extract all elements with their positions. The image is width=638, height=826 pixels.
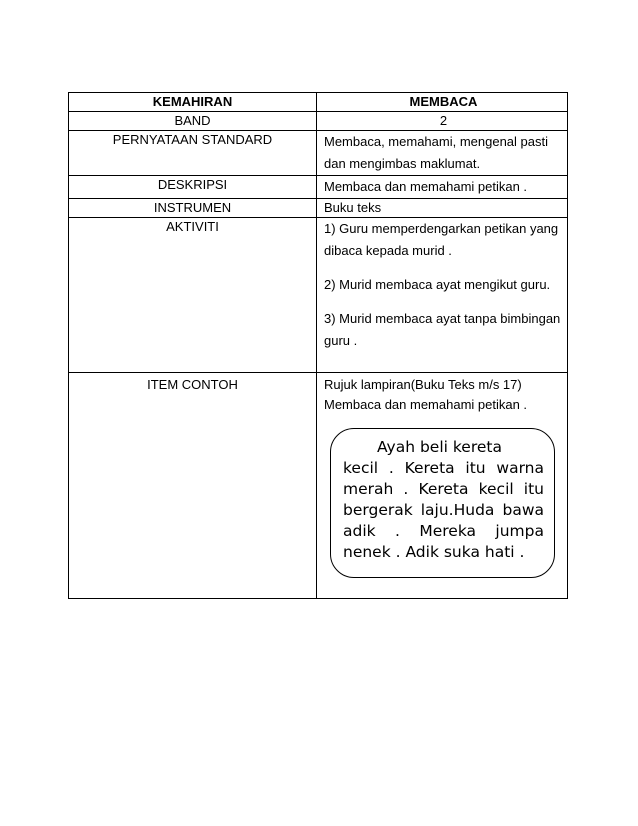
header-row: [69, 93, 568, 112]
row-band: [69, 112, 568, 131]
value-band: 2: [317, 112, 568, 131]
label-instrumen: INSTRUMEN: [69, 199, 317, 218]
row-item-contoh: [69, 373, 568, 599]
aktiviti-step-2: 2) Murid membaca ayat mengikut guru.: [324, 277, 551, 292]
label-aktiviti: AKTIVITI: [69, 218, 317, 373]
passage-text: kecil . Kereta itu warna merah . Kereta kecil itu bergerak laju.Huda bawa adik . Mereka jumpa nenek . Adik suka hati .: [343, 459, 544, 561]
item-contoh-instruction: Membaca dan memahami petikan .: [324, 397, 528, 412]
aktiviti-steps: [317, 218, 568, 373]
row-instrumen: [69, 199, 568, 218]
label-deskripsi: DESKRIPSI: [69, 176, 317, 199]
item-contoh-reference: Rujuk lampiran(Buku Teks m/s 17): [324, 377, 522, 392]
header-kemahiran: KEMAHIRAN: [69, 93, 317, 112]
row-pernyataan-standard: [69, 131, 568, 176]
value-pernyataan-standard: Membaca, memahami, mengenal pasti dan mengimbas maklumat.: [317, 131, 568, 176]
label-band: BAND: [69, 112, 317, 131]
row-aktiviti: [69, 218, 568, 373]
value-deskripsi: Membaca dan memahami petikan .: [317, 176, 568, 199]
header-membaca: MEMBACA: [317, 93, 568, 112]
reading-passage-box: [330, 428, 555, 578]
label-pernyataan-standard: PERNYATAAN STANDARD: [69, 131, 317, 176]
row-deskripsi: [69, 176, 568, 199]
assessment-table: [68, 92, 568, 599]
passage-first-line: Ayah beli kereta: [377, 438, 502, 456]
item-contoh-content: [317, 373, 568, 599]
value-instrumen: Buku teks: [317, 199, 568, 218]
label-item-contoh: ITEM CONTOH: [69, 373, 317, 599]
aktiviti-step-3: 3) Murid membaca ayat tanpa bimbingan guru .: [324, 311, 561, 348]
aktiviti-step-1: 1) Guru memperdengarkan petikan yang dibaca kepada murid .: [324, 221, 559, 258]
